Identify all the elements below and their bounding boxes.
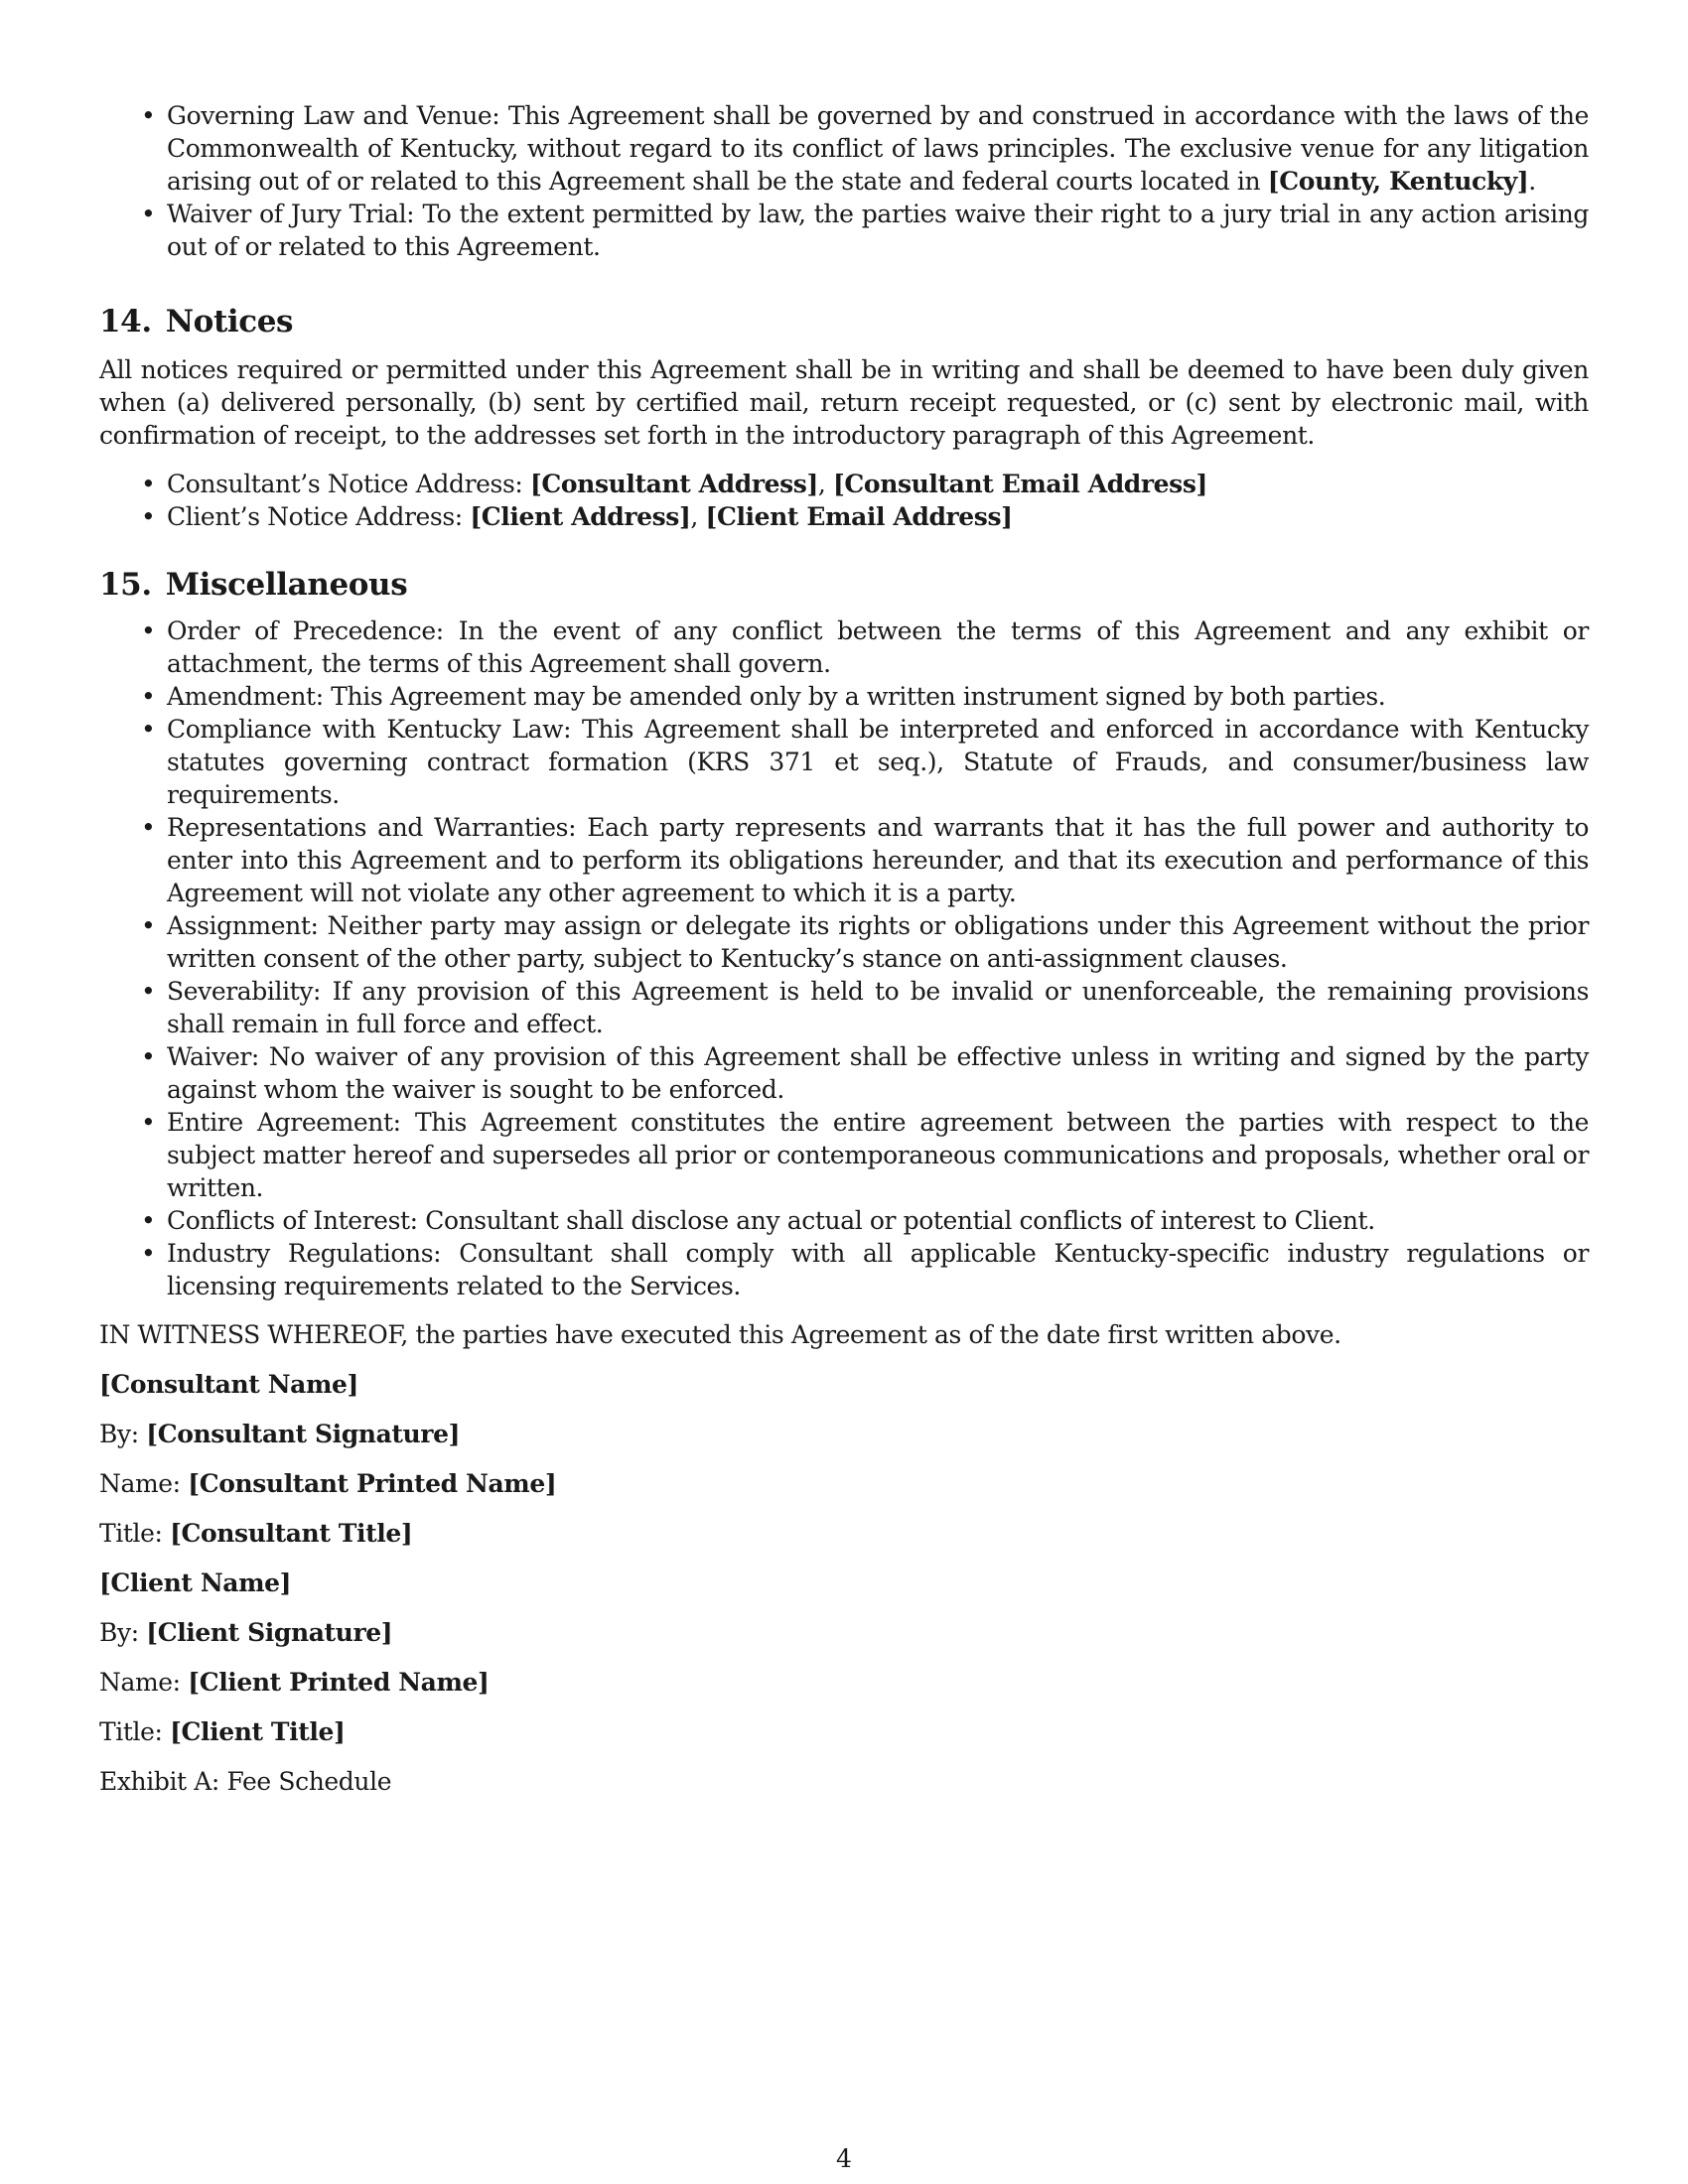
item-label: Amendment: [167, 682, 324, 711]
list-item-client-address [141, 500, 1589, 533]
item-text: Consultant shall disclose any actual or potential conflicts of interest to Client. [425, 1206, 1375, 1235]
section-title: Notices [165, 304, 294, 340]
list-item [141, 975, 1589, 1040]
bullet-icon: • [141, 813, 156, 842]
item-label: Entire Agreement: [167, 1108, 401, 1137]
list-item [141, 1040, 1589, 1106]
county-placeholder: [County, Kentucky] [1267, 167, 1529, 196]
item-label: Conflicts of Interest: [167, 1206, 418, 1235]
consultant-title-line [99, 1517, 1589, 1550]
miscellaneous-list [99, 614, 1589, 1302]
name-label: Name: [99, 1668, 181, 1697]
client-by-line [99, 1616, 1589, 1649]
consultant-printed-name-line [99, 1467, 1589, 1500]
list-item-consultant-address [141, 468, 1589, 500]
list-item [141, 713, 1590, 811]
client-printed-name-line [99, 1666, 1589, 1699]
item-text: To the extent permitted by law, the parties waive their right to a jury trial in any action arising out of or related to this Agreement. [167, 200, 1590, 261]
item-text: In the event of any conflict between the terms of this Agreement and any exhibit or attachment, the terms of this Agreement shall govern. [167, 616, 1589, 678]
client-name-placeholder: [Client Name] [99, 1569, 292, 1597]
separator: , [690, 502, 698, 531]
title-label: Title: [99, 1519, 163, 1548]
section-heading-miscellaneous [99, 565, 1589, 605]
bullet-icon: • [141, 1239, 156, 1268]
item-text: If any provision of this Agreement is held to be invalid or unenforceable, the remaining provisions shall remain in full force and effect. [167, 977, 1589, 1038]
notice-address-list [99, 468, 1589, 533]
consultant-name [99, 1368, 1589, 1401]
item-text-end: . [1528, 167, 1536, 196]
section-number: 15. [99, 567, 152, 603]
list-item [141, 811, 1589, 909]
item-label: Industry Regulations: [167, 1239, 442, 1268]
governing-law-list [99, 99, 1589, 263]
item-label: Waiver: [167, 1042, 259, 1071]
bullet-icon: • [141, 682, 156, 711]
consultant-printed-name-placeholder: [Consultant Printed Name] [188, 1469, 557, 1498]
document-page [99, 99, 1589, 1798]
item-text: Neither party may assign or delegate its rights or obligations under this Agreement without the prior written consent of the other party, subject to Kentucky’s stance on anti-assignment clauses. [167, 911, 1589, 973]
item-label: Governing Law and Venue: [167, 101, 500, 130]
bullet-icon: • [141, 616, 156, 645]
section-title: Miscellaneous [165, 567, 408, 603]
item-label: Client’s Notice Address: [167, 502, 463, 531]
list-item-jury-waiver [141, 198, 1590, 263]
item-label: Representations and Warranties: [167, 813, 577, 842]
bullet-icon: • [141, 1108, 156, 1137]
client-title-line [99, 1715, 1589, 1748]
item-label: Consultant’s Notice Address: [167, 470, 523, 498]
item-text: Each party represents and warrants that it has the full power and authority to enter into this Agreement and to perform its obligations hereunder, and that its execution and performance of this Agreement will not violate any other agreement to which it is a party. [167, 813, 1589, 907]
item-label: Order of Precedence: [167, 616, 444, 645]
list-item [141, 614, 1589, 680]
bullet-icon: • [141, 502, 156, 531]
client-signature-placeholder: [Client Signature] [146, 1618, 393, 1647]
item-label: Assignment: [167, 911, 319, 940]
notices-paragraph: All notices required or permitted under this Agreement shall be in writing and shall be deemed to have been duly given when (a) delivered personally, (b) sent by certified mail, return receipt requested, or (c) sent by electronic mail, with confirmation of receipt, to the addresses set forth in the introductory paragraph of this Agreement. [99, 355, 1589, 450]
title-label: Title: [99, 1717, 163, 1746]
client-email-placeholder: [Client Email Address] [705, 502, 1013, 531]
item-text: No waiver of any provision of this Agreement shall be effective unless in writing and signed by the party against whom the waiver is sought to be enforced. [167, 1042, 1589, 1104]
list-item [141, 909, 1589, 975]
item-text: Consultant shall comply with all applicable Kentucky-specific industry regulations or licensing requirements related to the Services. [167, 1239, 1589, 1300]
bullet-icon: • [141, 1042, 156, 1071]
witness-clause: IN WITNESS WHEREOF, the parties have executed this Agreement as of the date first written above. [99, 1320, 1341, 1349]
list-item [141, 680, 1589, 713]
exhibit-reference: Exhibit A: Fee Schedule [99, 1767, 392, 1796]
item-text: This Agreement may be amended only by a written instrument signed by both parties. [331, 682, 1386, 711]
bullet-icon: • [141, 977, 156, 1006]
bullet-icon: • [141, 470, 156, 498]
bullet-icon: • [141, 101, 156, 130]
item-label: Compliance with Kentucky Law: [167, 715, 572, 744]
name-label: Name: [99, 1469, 181, 1498]
separator: , [817, 470, 826, 498]
consultant-by-line [99, 1418, 1589, 1450]
item-text: This Agreement constitutes the entire agreement between the parties with respect to the subject matter hereof and supersedes all prior or contemporaneous communications and proposals, whether oral or written. [167, 1108, 1590, 1202]
bullet-icon: • [141, 715, 156, 744]
bullet-icon: • [141, 911, 156, 940]
client-address-placeholder: [Client Address] [470, 502, 691, 531]
list-item [141, 1204, 1589, 1237]
consultant-name-placeholder: [Consultant Name] [99, 1370, 358, 1399]
item-label: Waiver of Jury Trial: [167, 200, 415, 228]
consultant-signature-placeholder: [Consultant Signature] [146, 1420, 461, 1448]
client-printed-name-placeholder: [Client Printed Name] [188, 1668, 490, 1697]
list-item [141, 1106, 1590, 1204]
page-number: 4 [836, 2144, 852, 2173]
item-text: This Agreement shall be interpreted and enforced in accordance with Kentucky statutes governing contract formation (KRS 371 et seq.), Statute of Frauds, and consumer/business law requirements. [167, 715, 1590, 809]
list-item-governing-law [141, 99, 1590, 198]
client-title-placeholder: [Client Title] [170, 1717, 346, 1746]
consultant-address-placeholder: [Consultant Address] [529, 470, 818, 498]
consultant-title-placeholder: [Consultant Title] [170, 1519, 413, 1548]
section-number: 14. [99, 304, 152, 340]
consultant-email-placeholder: [Consultant Email Address] [833, 470, 1207, 498]
bullet-icon: • [141, 1206, 156, 1235]
item-label: Severability: [167, 977, 322, 1006]
item-text: This Agreement shall be governed by and construed in accordance with the laws of the Commonwealth of Kentucky, without regard to its conflict of laws principles. The exclusive venue for any litigation arising out of or related to this Agreement shall be the state and federal courts located in [167, 101, 1590, 196]
section-heading-notices [99, 302, 1589, 341]
by-label: By: [99, 1618, 139, 1647]
list-item [141, 1237, 1589, 1302]
client-name [99, 1567, 1589, 1599]
by-label: By: [99, 1420, 139, 1448]
bullet-icon: • [141, 200, 156, 228]
